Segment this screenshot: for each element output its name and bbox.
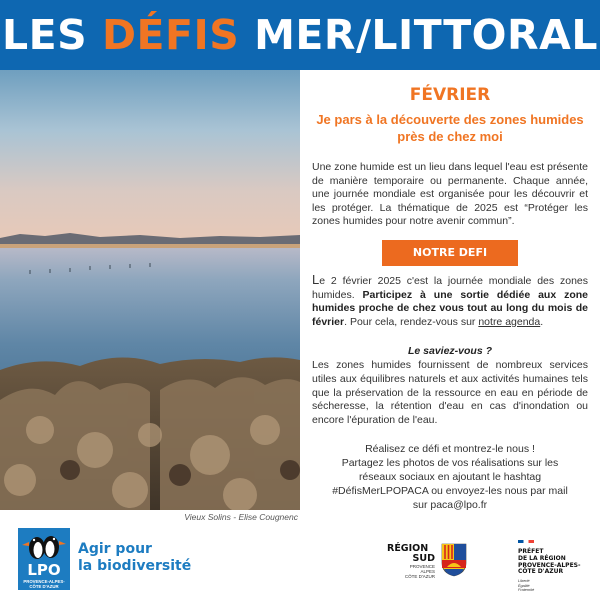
prefet-line: DE LA RÉGION <box>518 554 566 562</box>
defi-text-b: . Pour cela, rendez-vous sur <box>344 315 479 328</box>
cta-line: réseaux sociaux en ajoutant le hashtag <box>358 470 542 483</box>
did-you-know-title: Le saviez-vous ? <box>407 345 493 358</box>
cta-line: sur paca@lpo.fr <box>412 498 488 511</box>
puffin-icon <box>18 528 70 562</box>
agenda-link[interactable]: notre agenda <box>478 315 541 328</box>
prefet-line: PROVENCE-ALPES- <box>518 561 581 569</box>
region-sud-logo <box>387 544 437 579</box>
lpo-logo <box>18 528 70 590</box>
lpo-logo-text: LPO <box>27 561 61 579</box>
intro-paragraph: Une zone humide est un lieu dans lequel l'eau est présente de manière temporaire ou permanente. Chaque année, une journée mondiale est organisée pour les découvrir et les protéger. La thématique de 2025 est “Protéger les zones humides pour notre avenir commun”. <box>312 161 588 228</box>
cta-line: #DéfisMerLPOPACA ou envoyez-les nous par mail <box>332 484 568 497</box>
motto-line: Égalité <box>518 583 530 588</box>
defi-text-a: e 2 février 2025 c'est la journée mondiale des zones humides. <box>312 274 588 301</box>
title-part-2: MER/LITTORAL <box>239 11 598 59</box>
header-banner <box>0 0 600 70</box>
defi-text-end: . <box>540 315 544 328</box>
did-you-know-paragraph: Les zones humides fournissent de nombreux services utiles aux équilibres naturels et aux activités humaines tels que la préservation de la ressource en eau en période de sécheresse, la rétention d'eau en cas d'inondation ou encore l'épuration de l'eau. <box>312 359 588 426</box>
region-small-line: CÔTE D'AZUR <box>404 574 435 579</box>
month-heading: FÉVRIER <box>409 85 491 105</box>
region-small-line: ALPES <box>420 569 435 574</box>
lpo-sub-line: CÔTE D'AZUR <box>29 584 59 589</box>
tagline-line: la biodiversité <box>78 558 192 574</box>
wetland-photo <box>0 70 300 510</box>
lagoon-landscape-image <box>0 70 300 510</box>
title-part-1: LES <box>2 11 102 59</box>
region-subtext <box>387 564 437 579</box>
defi-text-bold: Participez à une sortie dédiée aux zone humides proche de chez vous tout au long du mois de février <box>312 288 588 328</box>
call-to-action <box>312 443 588 512</box>
title-accent: DÉFIS <box>101 11 240 59</box>
lpo-logo-region <box>18 579 70 589</box>
region-shield-icon <box>441 543 467 577</box>
defi-first-letter: L <box>312 271 320 287</box>
page-title <box>0 4 600 66</box>
lpo-sub-line: PROVENCE-ALPES- <box>23 579 65 584</box>
notre-defi-banner: NOTRE DEFI <box>382 240 518 266</box>
prefet-line: CÔTE D'AZUR <box>518 568 564 576</box>
tagline-line: Agir pour <box>78 541 152 557</box>
cta-line: Partagez les photos de vos réalisations sur les <box>341 457 559 470</box>
content-column <box>312 80 588 512</box>
prefet-title <box>518 549 592 576</box>
lpo-tagline <box>78 541 191 575</box>
motto-line: Fraternité <box>518 588 535 593</box>
prefet-logo <box>518 540 592 593</box>
challenge-subtitle: Je pars à la découverte des zones humides près de chez moi <box>316 112 584 144</box>
photo-caption: Vieux Solins - Elise Cougnenc <box>184 512 298 522</box>
region-line-1: RÉGION <box>387 543 429 554</box>
prefet-motto <box>518 579 592 593</box>
region-line-2: SUD <box>412 553 435 564</box>
cta-line: Réalisez ce défi et montrez-le nous ! <box>365 443 535 456</box>
region-small-line: PROVENCE <box>409 564 435 569</box>
prefet-line: PRÉFET <box>518 548 544 555</box>
french-flag-icon <box>518 540 534 543</box>
motto-line: Liberté <box>518 579 530 584</box>
defi-paragraph <box>312 273 588 329</box>
